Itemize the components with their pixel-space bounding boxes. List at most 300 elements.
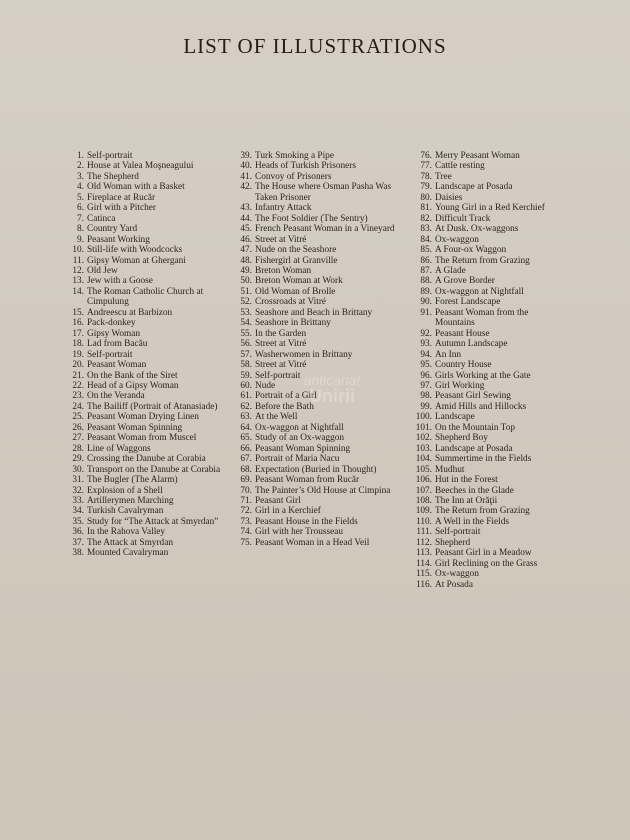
item-title: Self-portrait <box>435 527 481 538</box>
item-number: 72. <box>240 506 252 517</box>
item-title: Tree <box>435 171 452 182</box>
item-title: Transport on the Danube at Corabia <box>87 464 221 475</box>
item-number: 66. <box>240 443 252 454</box>
item-number: 46. <box>240 234 252 245</box>
list-item <box>413 506 561 516</box>
item-title: Girls Working at the Gate <box>435 370 531 381</box>
list-item <box>413 256 561 266</box>
item-number: 23. <box>72 391 84 402</box>
item-title: Peasant Woman Spinning <box>255 443 351 454</box>
list-item <box>236 203 398 213</box>
item-number: 81. <box>420 203 432 214</box>
item-title: Street at Vitré <box>255 339 307 350</box>
item-title: In the Garden <box>255 328 307 339</box>
item-number: 37. <box>72 537 84 548</box>
item-title: Young Girl in a Red Kerchief <box>435 203 545 214</box>
page-title: LIST OF ILLUSTRATIONS <box>183 34 447 58</box>
list-item <box>413 276 561 286</box>
item-number: 48. <box>240 255 252 266</box>
list-item <box>413 172 561 182</box>
item-number: 97. <box>420 380 432 391</box>
item-number: 28. <box>72 443 84 454</box>
list-item <box>70 266 230 276</box>
item-title: Portrait of Maria Nacu <box>255 454 340 465</box>
item-title: Forest Landscape <box>435 297 501 308</box>
list-item <box>236 496 398 506</box>
item-title: Girl with her Trousseau <box>255 527 344 538</box>
list-item <box>70 235 230 245</box>
item-number: 105. <box>415 464 432 475</box>
item-number: 96. <box>420 370 432 381</box>
item-title: Autumn Landscape <box>435 339 508 350</box>
list-item <box>70 360 230 370</box>
item-number: 24. <box>72 401 84 412</box>
list-item <box>236 475 398 485</box>
item-number: 79. <box>420 182 432 193</box>
item-number: 83. <box>420 224 432 235</box>
item-title: Study for “The Attack at Smyrdan” <box>87 516 219 527</box>
item-title: A Well in the Fields <box>435 516 509 527</box>
list-item <box>236 339 398 349</box>
item-title: At the Well <box>255 412 298 423</box>
item-title: Self-portrait <box>87 151 133 161</box>
item-title: Girl Reclining on the Grass <box>435 558 538 569</box>
item-number: 63. <box>240 412 252 423</box>
list-item <box>70 350 230 360</box>
list-item <box>236 402 398 412</box>
list-item <box>70 548 230 558</box>
item-number: 20. <box>72 360 84 371</box>
list-item <box>413 423 561 433</box>
item-number: 4. <box>77 182 84 193</box>
item-number: 93. <box>420 339 432 350</box>
list-item <box>70 444 230 454</box>
item-title: Gipsy Woman <box>87 328 141 339</box>
item-number: 95. <box>420 360 432 371</box>
list-item <box>413 402 561 412</box>
item-title: A Four-ox Waggon <box>435 245 507 256</box>
item-title: Artillerymen Marching <box>87 495 174 506</box>
item-title: Peasant Woman <box>87 360 147 371</box>
list-item <box>413 391 561 401</box>
list-item <box>413 580 561 590</box>
list-item <box>236 329 398 339</box>
item-title: Landscape at Posada <box>435 182 513 193</box>
watermark-small-text: anticariat <box>303 372 361 388</box>
list-item <box>70 486 230 496</box>
item-number: 112. <box>416 537 432 548</box>
list-item <box>413 475 561 485</box>
list-item <box>236 538 398 548</box>
item-title: Lad from Bacău <box>87 339 148 350</box>
list-item <box>236 287 398 297</box>
item-title: Ox-waggon at Nightfall <box>255 422 344 433</box>
list-item <box>236 308 398 318</box>
item-number: 100. <box>415 412 432 423</box>
item-number: 53. <box>240 307 252 318</box>
item-title: Difficult Track <box>435 213 491 224</box>
item-number: 52. <box>240 297 252 308</box>
item-title: Peasant Working <box>87 234 150 245</box>
item-title: Heads of Turkish Prisoners <box>255 161 356 172</box>
list-item <box>70 475 230 485</box>
list-item <box>70 517 230 527</box>
item-number: 103. <box>415 443 432 454</box>
item-number: 42. <box>240 182 252 193</box>
list-item <box>236 266 398 276</box>
item-number: 89. <box>420 286 432 297</box>
item-title: The Inn at Orăţii <box>435 495 498 506</box>
list-item <box>413 527 561 537</box>
list-item <box>70 308 230 318</box>
item-number: 109. <box>415 506 432 517</box>
list-item <box>236 318 398 328</box>
item-number: 55. <box>240 328 252 339</box>
list-item <box>236 444 398 454</box>
item-title: Peasant Woman from the Mountains <box>435 307 529 329</box>
list-item <box>236 256 398 266</box>
item-title: French Peasant Woman in a Vineyard <box>255 224 395 235</box>
list-item <box>70 214 230 224</box>
list-item <box>413 496 561 506</box>
list-item <box>236 161 398 171</box>
list-item <box>70 527 230 537</box>
item-title: Old Woman of Brolle <box>255 286 336 297</box>
list-item <box>413 224 561 234</box>
item-title: Study of an Ox-waggon <box>255 433 345 444</box>
item-number: 22. <box>72 380 84 391</box>
item-number: 18. <box>72 339 84 350</box>
item-title: Peasant Girl in a Meadow <box>435 548 532 559</box>
item-number: 82. <box>420 213 432 224</box>
list-item <box>70 203 230 213</box>
list-item <box>70 245 230 255</box>
list-item <box>70 381 230 391</box>
item-title: Jew with a Goose <box>87 276 153 287</box>
item-title: Explosion of a Shell <box>87 485 163 496</box>
item-number: 45. <box>240 224 252 235</box>
item-title: The Return from Grazing <box>435 255 530 266</box>
list-item <box>413 517 561 527</box>
item-title: Seashore and Beach in Brittany <box>255 307 373 318</box>
item-number: 1. <box>77 151 84 161</box>
item-title: On the Veranda <box>87 391 145 402</box>
item-number: 78. <box>420 171 432 182</box>
item-number: 102. <box>415 433 432 444</box>
item-number: 107. <box>415 485 432 496</box>
item-title: At Posada <box>435 579 473 590</box>
item-title: Mudhut <box>435 464 465 475</box>
item-number: 40. <box>240 161 252 172</box>
item-number: 11. <box>72 255 84 266</box>
item-number: 32. <box>72 485 84 496</box>
item-title: Country House <box>435 360 492 371</box>
list-item <box>70 412 230 422</box>
list-item <box>70 423 230 433</box>
list-item <box>236 433 398 443</box>
item-title: Peasant House <box>435 328 490 339</box>
list-item <box>70 161 230 171</box>
list-item <box>236 486 398 496</box>
item-number: 71. <box>240 495 252 506</box>
item-number: 30. <box>72 464 84 475</box>
watermark-large-text: Unirii <box>308 386 355 406</box>
list-item <box>236 465 398 475</box>
item-number: 61. <box>240 391 252 402</box>
item-number: 50. <box>240 276 252 287</box>
item-number: 7. <box>77 213 84 224</box>
item-number: 14. <box>72 286 84 297</box>
item-number: 25. <box>72 412 84 423</box>
item-title: Amid Hills and Hillocks <box>435 401 527 412</box>
item-title: Crossing the Danube at Corabia <box>87 454 206 465</box>
list-item <box>70 465 230 475</box>
item-number: 31. <box>72 475 84 486</box>
list-item <box>70 538 230 548</box>
list-item <box>413 444 561 454</box>
item-number: 88. <box>420 276 432 287</box>
item-number: 17. <box>72 328 84 339</box>
list-item <box>413 371 561 381</box>
item-title: Head of a Gipsy Woman <box>87 380 179 391</box>
list-item <box>236 506 398 516</box>
item-title: Breton Woman at Work <box>255 276 343 287</box>
item-title: A Grove Border <box>435 276 495 287</box>
list-item <box>413 454 561 464</box>
list-item <box>236 297 398 307</box>
list-item <box>236 391 398 401</box>
list-item <box>236 517 398 527</box>
item-number: 38. <box>72 548 84 559</box>
item-title: Peasant House in the Fields <box>255 516 358 527</box>
item-number: 92. <box>420 328 432 339</box>
list-item <box>413 538 561 548</box>
item-number: 76. <box>420 151 432 161</box>
list-item <box>70 339 230 349</box>
item-number: 106. <box>415 475 432 486</box>
item-title: Shepherd Boy <box>435 433 488 444</box>
item-title: A Glade <box>435 265 466 276</box>
list-item <box>236 412 398 422</box>
list-item <box>413 245 561 255</box>
item-number: 47. <box>240 245 252 256</box>
list-item <box>413 412 561 422</box>
item-title: Self-portrait <box>87 349 133 360</box>
list-item <box>413 360 561 370</box>
item-number: 3. <box>77 171 84 182</box>
item-title: Pack-donkey <box>87 318 136 329</box>
item-title: Ox-waggon <box>435 234 479 245</box>
list-item <box>70 496 230 506</box>
list-item <box>413 193 561 203</box>
item-title: Girl Working <box>435 380 485 391</box>
item-number: 8. <box>77 224 84 235</box>
item-number: 108. <box>415 495 432 506</box>
item-title: Gipsy Woman at Ghergani <box>87 255 186 266</box>
item-number: 41. <box>240 171 252 182</box>
item-number: 70. <box>240 485 252 496</box>
list-item <box>236 360 398 370</box>
item-title: Crossroads at Vitré <box>255 297 327 308</box>
item-title: Peasant Girl Sewing <box>435 391 511 402</box>
item-title: Seashore in Brittany <box>255 318 331 329</box>
item-title: Infantry Attack <box>255 203 312 214</box>
list-item <box>413 287 561 297</box>
list-item <box>413 308 561 329</box>
list-item <box>413 433 561 443</box>
item-title: Cattle resting <box>435 161 485 172</box>
item-title: The House where Osman Pasha Was Taken Prisoner <box>255 182 392 203</box>
item-number: 51. <box>240 286 252 297</box>
list-item <box>236 350 398 360</box>
list-item <box>236 245 398 255</box>
item-number: 64. <box>240 422 252 433</box>
item-title: Fishergirl at Granville <box>255 255 338 266</box>
item-title: Landscape <box>435 412 475 423</box>
item-title: Self-portrait <box>255 370 301 381</box>
item-title: In the Rahova Valley <box>87 527 166 538</box>
item-title: Peasant Woman from Rucăr <box>255 475 360 486</box>
list-item <box>70 391 230 401</box>
item-number: 5. <box>77 192 84 203</box>
item-number: 60. <box>240 380 252 391</box>
item-title: Ox-waggon <box>435 569 479 580</box>
item-title: Turk Smoking a Pipe <box>255 151 334 161</box>
list-item <box>413 465 561 475</box>
item-number: 10. <box>72 245 84 256</box>
item-title: Expectation (Buried in Thought) <box>255 464 377 475</box>
item-number: 15. <box>72 307 84 318</box>
item-number: 91. <box>420 307 432 318</box>
item-number: 80. <box>420 192 432 203</box>
list-item <box>70 402 230 412</box>
item-title: Country Yard <box>87 224 138 235</box>
list-item <box>413 151 561 161</box>
item-title: Breton Woman <box>255 265 312 276</box>
item-title: Old Jew <box>87 265 118 276</box>
item-title: Merry Peasant Woman <box>435 151 520 161</box>
item-title: Mounted Cavalryman <box>87 548 169 559</box>
list-item <box>70 433 230 443</box>
item-title: House at Valea Moşneagului <box>87 161 194 172</box>
item-number: 74. <box>240 527 252 538</box>
list-item <box>413 559 561 569</box>
item-title: Hut in the Forest <box>435 475 498 486</box>
item-title: The Attack at Smyrdan <box>87 537 173 548</box>
list-item <box>413 203 561 213</box>
item-number: 56. <box>240 339 252 350</box>
list-item <box>413 214 561 224</box>
item-number: 44. <box>240 213 252 224</box>
item-title: Peasant Woman from Muscel <box>87 433 197 444</box>
item-title: The Roman Catholic Church at Cimpulung <box>87 286 204 308</box>
item-number: 115. <box>416 569 432 580</box>
item-title: Ox-waggon at Nightfall <box>435 286 524 297</box>
item-number: 16. <box>72 318 84 329</box>
item-title: Convoy of Prisoners <box>255 171 332 182</box>
item-number: 36. <box>72 527 84 538</box>
item-number: 98. <box>420 391 432 402</box>
list-item <box>70 506 230 516</box>
item-title: Landscape at Posada <box>435 443 513 454</box>
illustration-list-column-2 <box>236 151 398 548</box>
list-item <box>413 266 561 276</box>
list-item <box>413 297 561 307</box>
item-title: The Shepherd <box>87 171 139 182</box>
item-number: 90. <box>420 297 432 308</box>
item-title: Street at Vitré <box>255 360 307 371</box>
item-number: 85. <box>420 245 432 256</box>
item-number: 104. <box>415 454 432 465</box>
item-number: 77. <box>420 161 432 172</box>
list-item <box>413 161 561 171</box>
list-item <box>236 224 398 234</box>
list-item <box>236 454 398 464</box>
list-item <box>413 235 561 245</box>
list-item <box>236 371 398 381</box>
item-title: On the Mountain Top <box>435 422 516 433</box>
item-number: 94. <box>420 349 432 360</box>
item-number: 101. <box>415 422 432 433</box>
item-number: 2. <box>77 161 84 172</box>
item-title: Daisies <box>435 192 463 203</box>
list-item <box>70 151 230 161</box>
item-number: 113. <box>416 548 432 559</box>
item-title: Girl in a Kerchief <box>255 506 321 517</box>
list-item <box>70 224 230 234</box>
list-item <box>413 339 561 349</box>
item-number: 49. <box>240 265 252 276</box>
list-item <box>70 256 230 266</box>
item-title: Still-life with Woodcocks <box>87 245 183 256</box>
item-title: Peasant Woman in a Head Veil <box>255 537 370 548</box>
item-number: 26. <box>72 422 84 433</box>
list-item <box>413 569 561 579</box>
item-number: 9. <box>77 234 84 245</box>
item-number: 12. <box>72 265 84 276</box>
list-item <box>236 423 398 433</box>
item-number: 43. <box>240 203 252 214</box>
item-title: Street at Vitré <box>255 234 307 245</box>
item-number: 33. <box>72 495 84 506</box>
item-title: An Inn <box>435 349 462 360</box>
item-title: The Return from Grazing <box>435 506 530 517</box>
list-item <box>413 381 561 391</box>
item-title: The Bugler (The Alarm) <box>87 475 178 486</box>
item-number: 84. <box>420 234 432 245</box>
list-item <box>413 486 561 496</box>
item-title: Peasant Woman Drying Linen <box>87 412 199 423</box>
item-number: 87. <box>420 265 432 276</box>
item-number: 54. <box>240 318 252 329</box>
item-number: 86. <box>420 255 432 266</box>
list-item <box>70 172 230 182</box>
item-number: 65. <box>240 433 252 444</box>
list-item <box>236 381 398 391</box>
item-number: 58. <box>240 360 252 371</box>
list-item <box>236 527 398 537</box>
item-number: 59. <box>240 370 252 381</box>
list-item <box>236 276 398 286</box>
item-title: The Painter’s Old House at Cimpina <box>255 485 391 496</box>
item-title: Old Woman with a Basket <box>87 182 185 193</box>
item-number: 6. <box>77 203 84 214</box>
item-title: Turkish Cavalryman <box>87 506 164 517</box>
item-title: Portrait of a Girl <box>255 391 317 402</box>
item-number: 19. <box>72 349 84 360</box>
item-title: At Dusk. Ox-waggons <box>435 224 519 235</box>
illustration-list-column-1 <box>70 151 230 559</box>
